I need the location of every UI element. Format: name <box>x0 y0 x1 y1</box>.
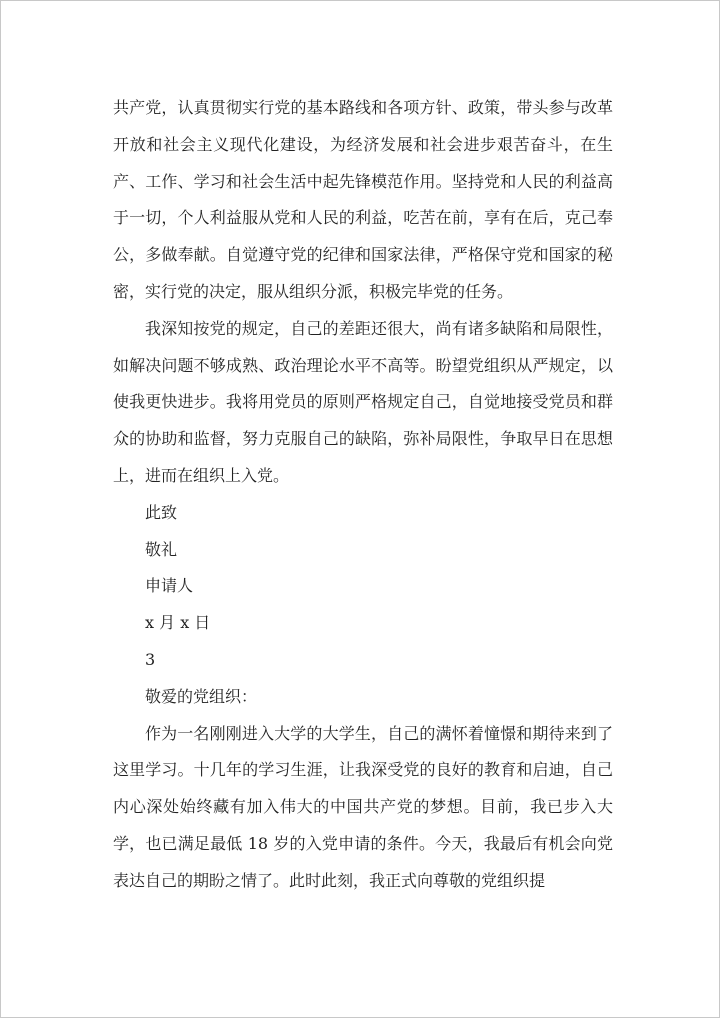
paragraph-shortcomings: 我深知按党的规定，自己的差距还很大，尚有诸多缺陷和局限性，如解决问题不够成熟、政治理论水平不高等。盼望党组织从严规定，以使我更快进步。我将用党员的原则严格规定自己，自觉地接受党员和群众的协助和监督，努力克服自己的缺陷，弥补局限性，争取早日在思想上，进而在组织上入党。 <box>113 318 613 485</box>
salutation: 敬爱的党组织： <box>145 686 258 706</box>
closing-ci-zhi: 此致 <box>145 502 178 522</box>
paragraph-intro: 作为一名刚刚进入大学的大学生，自己的满怀着憧憬和期待来到了这里学习。十几年的学习生涯，让我深受党的良好的教育和启迪，自己内心深处始终藏有加入伟大的中国共产党的梦想。目前，我已步入大学，也已满足最低 18 岁的入党申请的条件。今天，我最后有机会向党表达自己的期盼之情了。此时此刻，我正式向尊敬的党组织提 <box>113 723 613 890</box>
section-number: 3 <box>145 649 156 669</box>
document-body <box>113 90 613 900</box>
closing-jing-li: 敬礼 <box>145 539 178 559</box>
signature-applicant: 申请人 <box>145 576 194 596</box>
paragraph-continued: 共产党，认真贯彻实行党的基本路线和各项方针、政策，带头参与改革开放和社会主义现代化建设，为经济发展和社会进步艰苦奋斗，在生产、工作、学习和社会生活中起先锋模范作用。坚持党和人民的利益高于一切，个人利益服从党和人民的利益，吃苦在前，享有在后，克己奉公，多做奉献。自觉遵守党的纪律和国家法律，严格保守党和国家的秘密，实行党的决定，服从组织分派，积极完毕党的任务。 <box>113 98 613 301</box>
date-line: x 月 x 日 <box>145 613 211 633</box>
